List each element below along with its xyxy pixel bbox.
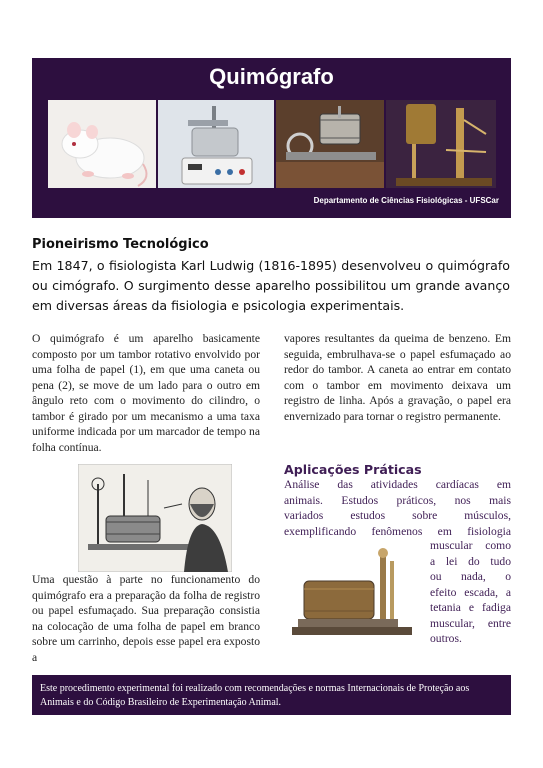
applications-side-line: outros. bbox=[430, 632, 462, 645]
applications-side-line: tetania e fadiga bbox=[430, 601, 511, 614]
left-paragraph-1: O quimógrafo é um aparelho basicamente composto por um tambor rotativo envolvido por uma folha de papel (1), em que uma caneta ou pena (2), se move de um lado para o outro em ângulo reto com o movimento do cilindro, o tambor é girado por um mecanismo a uma taxa uniforme indicada por um marcador de tempo na folha contínua. bbox=[32, 332, 260, 454]
modern-kymograph-photo bbox=[158, 100, 274, 188]
section-heading-aplicacoes: Aplicações Práticas bbox=[284, 462, 422, 477]
header-banner bbox=[32, 58, 511, 218]
white-rat-photo bbox=[48, 100, 156, 188]
applications-line: Análise das atividades cardíacas em bbox=[284, 478, 511, 491]
applications-line: variados estudos sobre músculos, bbox=[284, 509, 511, 522]
applications-side-line: ou nada, o bbox=[430, 570, 511, 583]
section-heading-pioneirismo: Pioneirismo Tecnológico bbox=[32, 237, 209, 252]
brass-kymograph-photo bbox=[386, 100, 496, 188]
applications-side-line: muscular como bbox=[430, 539, 511, 552]
department-caption: Departamento de Ciências Fisiológicas - UFSCar bbox=[313, 196, 499, 205]
antique-kymograph-photo bbox=[276, 100, 384, 188]
right-paragraph-1: vapores resultantes da queima de benzeno. Em seguida, embrulhava-se o papel esfumaçado ao redor do tambor. A caneta ao entrar em contato com o tambor em movimento deixava um registro de linha. Após a gravação, o papel era envernizado para tornar o registro permanente. bbox=[284, 332, 511, 423]
ludwig-engraving bbox=[78, 464, 232, 572]
applications-line: exemplificando fenômenos em fisiologia bbox=[284, 524, 511, 538]
applications-side-line: efeito escada, a bbox=[430, 585, 511, 599]
applications-side-line: a lei do tudo bbox=[430, 554, 511, 568]
applications-side-text bbox=[430, 538, 511, 647]
kymograph-photo bbox=[284, 541, 424, 643]
applications-text bbox=[284, 477, 511, 539]
page-title: Quimógrafo bbox=[209, 64, 334, 89]
footer-banner bbox=[32, 675, 511, 715]
left-paragraph-2: Uma questão à parte no funcionamento do quimógrafo era a preparação da folha de registro ou papel esfumaçado. Sua preparação consistia na colocação de uma folha de papel em branco sobre um carrinho, depois esse papel era exposto a bbox=[32, 573, 260, 664]
applications-side-line: muscular, entre bbox=[430, 616, 511, 630]
applications-line: animais. Estudos práticos, nos mais bbox=[284, 493, 511, 507]
intro-paragraph: Em 1847, o fisiologista Karl Ludwig (1816-1895) desenvolveu o quimógrafo ou cimógrafo. O surgimento desse aparelho possibilitou um grande avanço em diversas áreas da fisiologia e psicologia experimentais. bbox=[32, 258, 510, 313]
footer-text: Este procedimento experimental foi realizado com recomendações e normas Internacionais de Proteção aos Animais e do Código Brasileiro de Experimentação Animal. bbox=[40, 683, 470, 708]
